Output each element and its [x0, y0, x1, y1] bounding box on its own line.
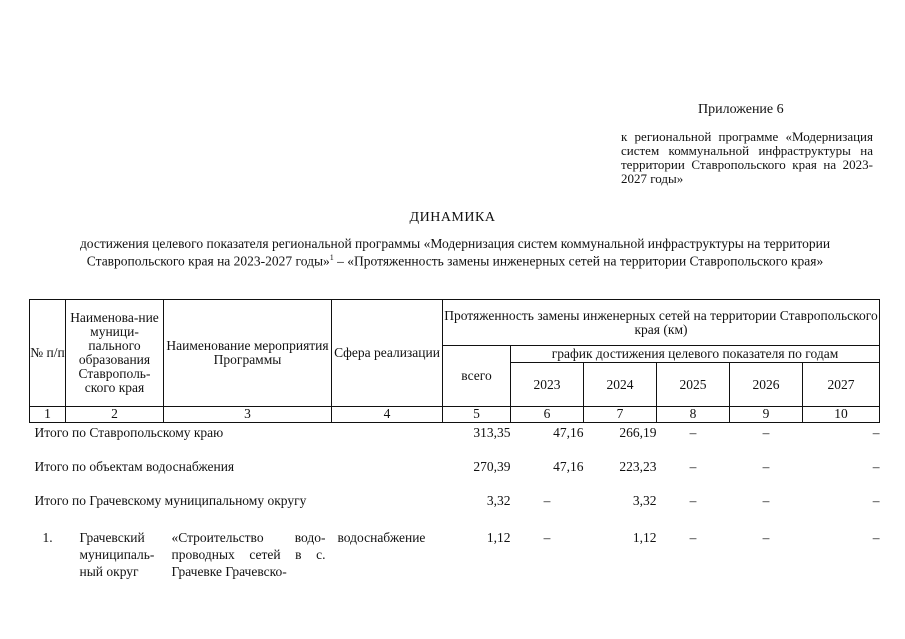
appendix-title: Приложение 6	[698, 102, 784, 117]
header-year: 2023	[511, 363, 584, 407]
column-number: 8	[657, 407, 730, 423]
value-2024: 223,23	[619, 459, 657, 474]
table-row	[30, 491, 880, 525]
value-2025: –	[689, 493, 697, 508]
header-sphere: Сфера реализации	[332, 300, 443, 407]
column-number: 6	[511, 407, 584, 423]
summary-label: Итого по Грачевскому муниципальному округу	[34, 493, 307, 508]
value-2025: –	[689, 530, 697, 545]
document-subtitle	[60, 237, 850, 269]
column-number: 10	[803, 407, 880, 423]
header-year: 2024	[584, 363, 657, 407]
value-2026: –	[762, 493, 770, 508]
column-number: 4	[332, 407, 443, 423]
column-number: 7	[584, 407, 657, 423]
value-2023: 47,16	[553, 425, 584, 440]
column-number: 9	[730, 407, 803, 423]
value-2024: 1,12	[632, 530, 657, 545]
value-2027: –	[872, 425, 880, 440]
table-row	[30, 525, 880, 580]
summary-label: Итого по Ставропольскому краю	[34, 425, 224, 440]
header-event: Наименование мероприятия Программы	[164, 300, 332, 407]
item-event: «Строительство водо-проводных сетей в с. Грачевке Грачевско-	[171, 530, 326, 579]
value-2025: –	[689, 459, 697, 474]
value-2023: –	[543, 493, 551, 508]
table-row	[30, 457, 880, 491]
value-total: 3,32	[486, 493, 511, 508]
value-2026: –	[762, 425, 770, 440]
indicator-table	[29, 299, 880, 580]
value-total: 313,35	[473, 425, 511, 440]
value-2026: –	[762, 459, 770, 474]
summary-label: Итого по объектам водоснабжения	[34, 459, 235, 474]
table-row	[30, 423, 880, 458]
value-2027: –	[872, 459, 880, 474]
header-year: 2025	[657, 363, 730, 407]
header-schedule: график достижения целевого показателя по годам	[511, 346, 880, 363]
column-number-row	[30, 407, 880, 423]
item-municipality: Грачевский муниципаль-ный округ	[79, 530, 155, 579]
header-num: № п/п	[30, 300, 66, 407]
value-total: 270,39	[473, 459, 511, 474]
header-length: Протяженность замены инженерных сетей на территории Ставропольского края (км)	[443, 300, 880, 346]
column-number: 2	[66, 407, 164, 423]
value-2024: 3,32	[632, 493, 657, 508]
header-year: 2027	[803, 363, 880, 407]
value-2027: –	[872, 493, 880, 508]
value-2023: –	[543, 530, 551, 545]
value-2027: –	[872, 530, 880, 545]
value-2026: –	[762, 530, 770, 545]
header-municipality: Наименова-ние муници-пального образования Ставрополь-ского края	[66, 300, 164, 407]
item-num: 1.	[42, 530, 53, 545]
value-2023: 47,16	[553, 459, 584, 474]
item-sphere: водоснабжение	[337, 530, 426, 545]
footnote-mark: 1	[329, 253, 334, 262]
appendix-subtitle: к региональной программе «Модернизация систем коммунальной инфраструктуры на территории Ставропольского края на 2023-2027 годы»	[621, 129, 873, 186]
value-2024: 266,19	[619, 425, 657, 440]
column-number: 5	[443, 407, 511, 423]
value-total: 1,12	[486, 530, 511, 545]
column-number: 1	[30, 407, 66, 423]
subtitle-part-a: достижения целевого показателя региональной программы «Модернизация систем коммунальной инфраструктуры на территории Ставропольского края на 2023-2027 годы»	[79, 236, 831, 269]
header-total: всего	[443, 346, 511, 407]
subtitle-part-b: – «Протяженность замены инженерных сетей на территории Ставропольского края»	[333, 253, 824, 269]
document-title: ДИНАМИКА	[409, 210, 496, 225]
header-year: 2026	[730, 363, 803, 407]
column-number: 3	[164, 407, 332, 423]
value-2025: –	[689, 425, 697, 440]
